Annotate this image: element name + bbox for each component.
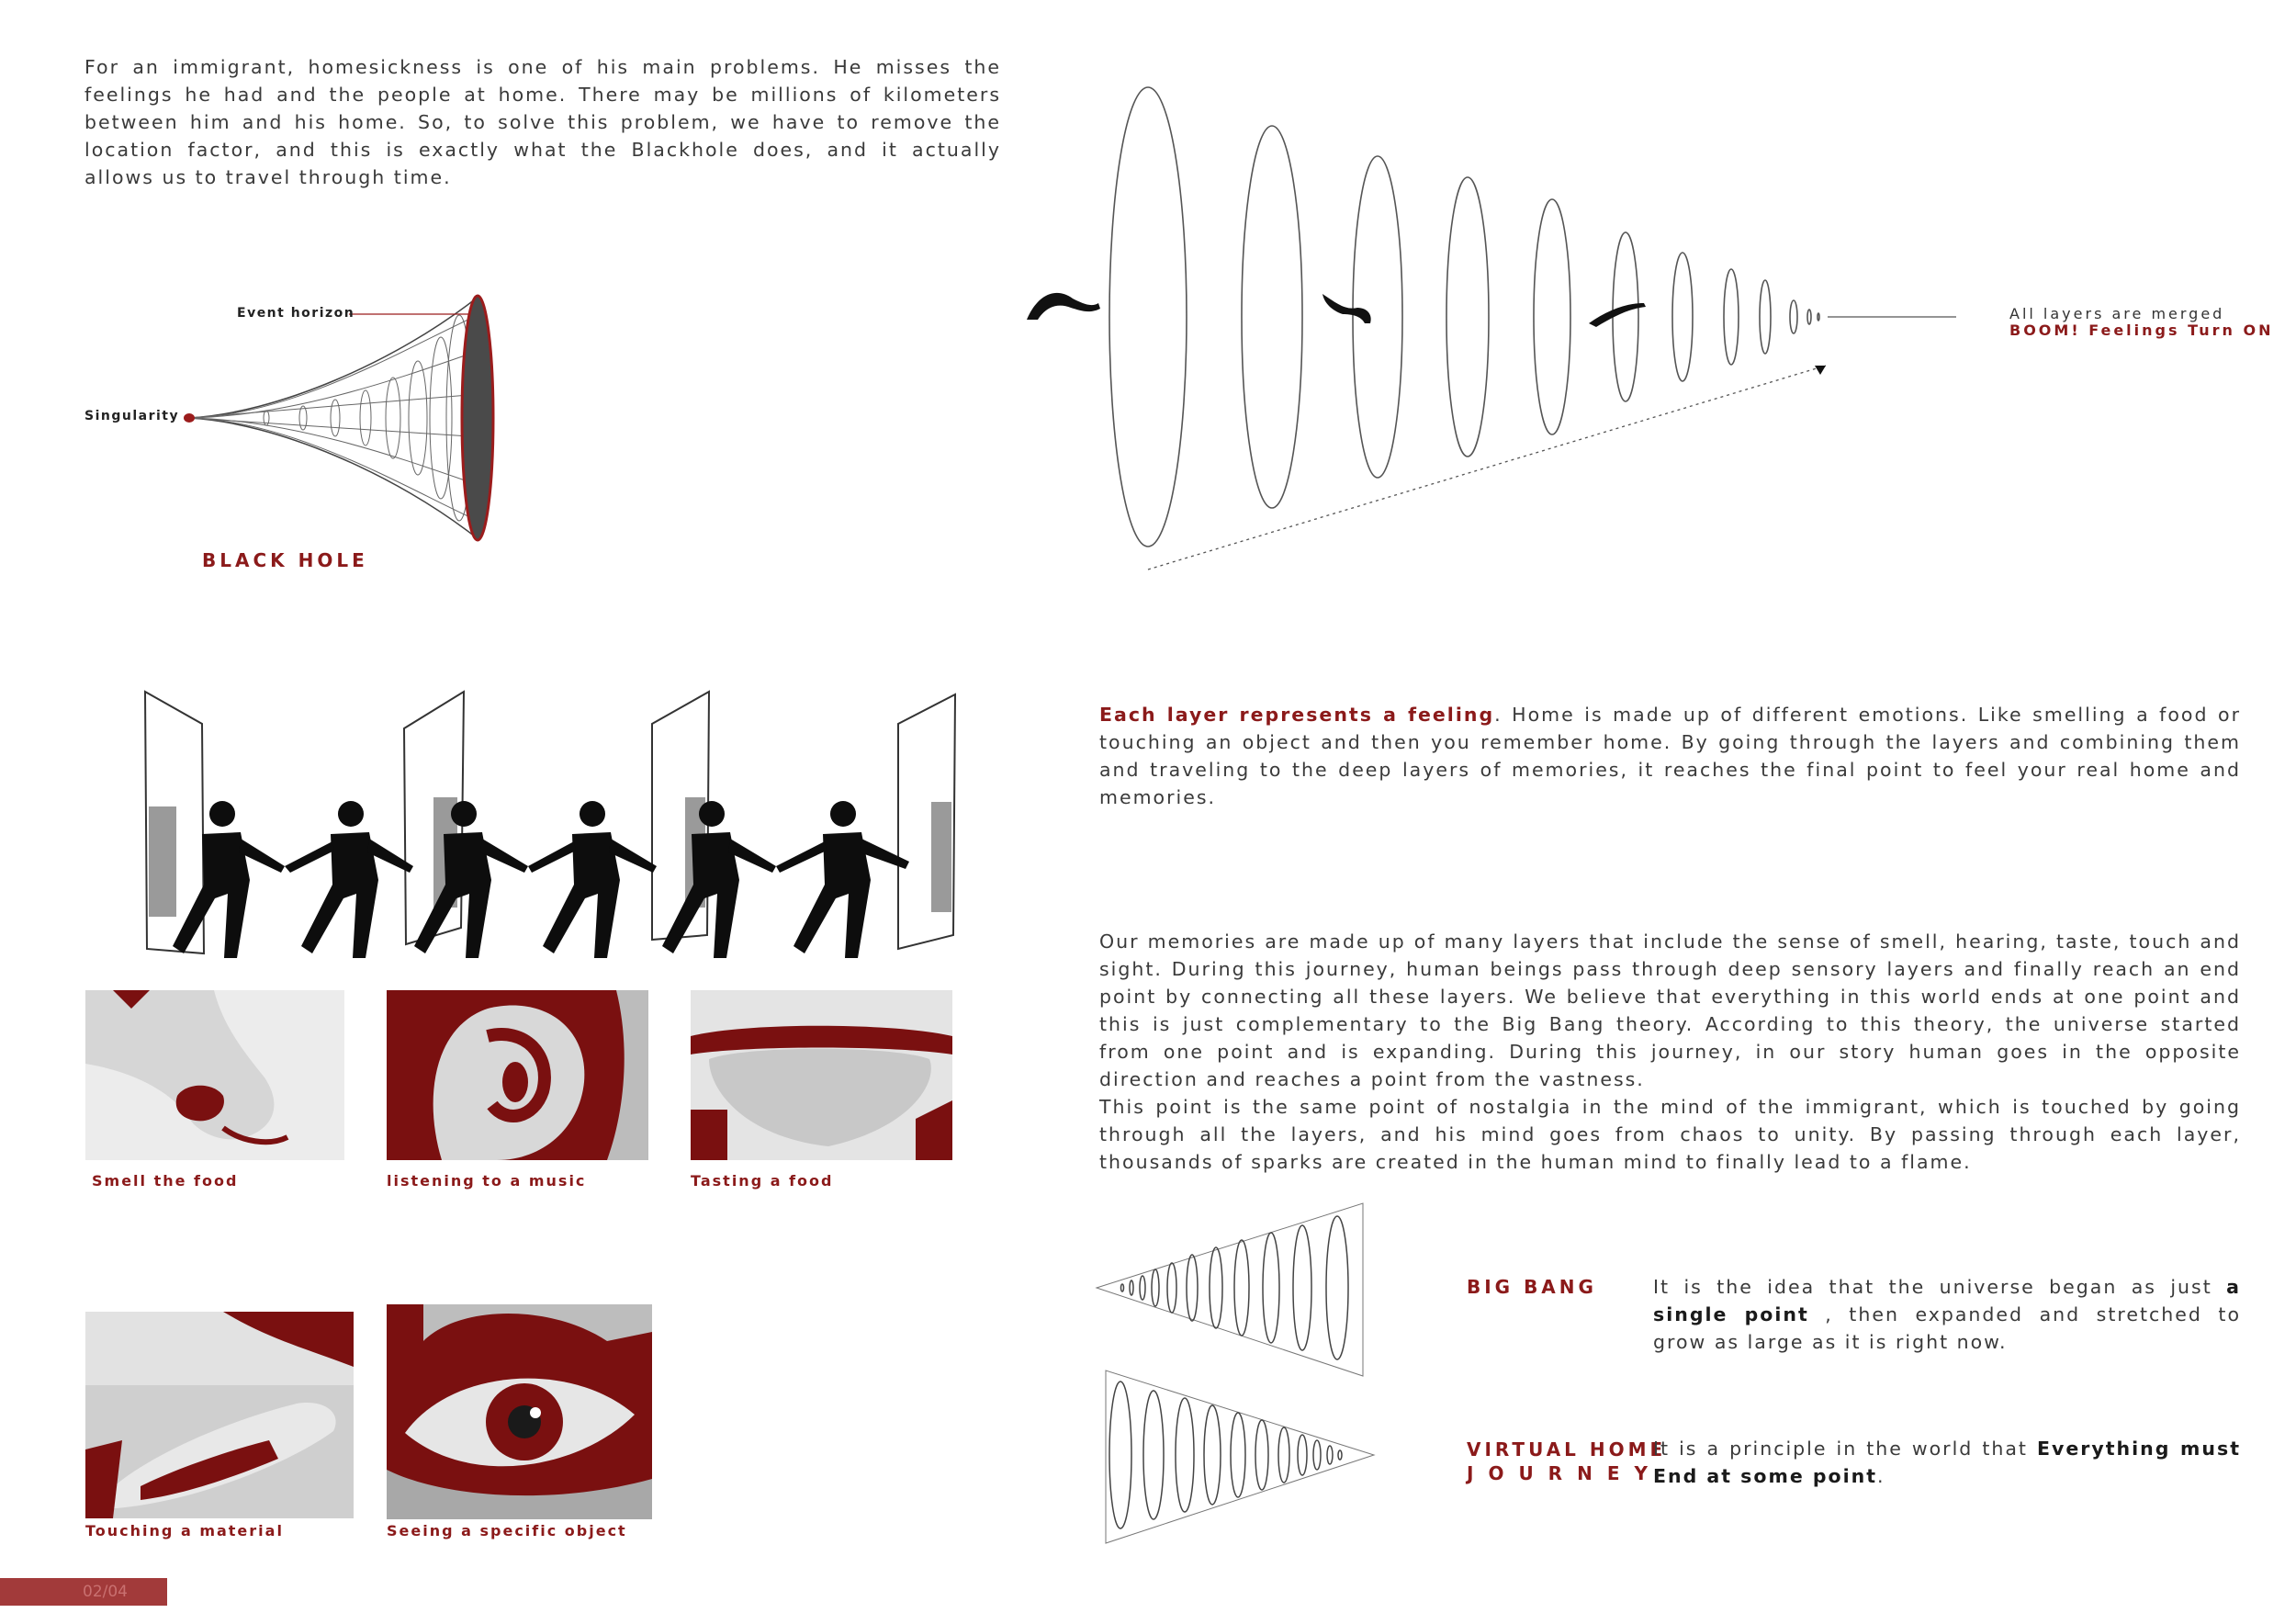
- caption-listening: listening to a music: [387, 1172, 587, 1190]
- person-figure-6: [776, 801, 909, 958]
- event-horizon-label: Event horizon: [237, 306, 355, 321]
- intro-paragraph: For an immigrant, homesickness is one of his main problems. He misses the feelings he had and the people at home. There may be millions of kilometers between him and his home. So, to solve this problem, we have to remove the location factor, and this is exactly what the Blackhole does, and it actually allows us to travel through time.: [84, 56, 1001, 188]
- virtual-text-b: Everything must End at some point: [1653, 1438, 2241, 1487]
- photo-eye: [387, 1304, 652, 1519]
- bigbang-text-c: , then expanded and stretched to grow as large as it is right now.: [1653, 1303, 2241, 1353]
- page-number: 02/04: [83, 1583, 128, 1601]
- memories-paragraph-1: Our memories are made up of many layers that include the sense of smell, hearing, taste, touch and sight. During this journey, human beings pass through deep sensory layers and finally reach an end point by connecting all these layers. We believe that everything in this world ends at one point and this is just complementary to the Big Bang theory. According to this theory, the universe started from one point and is expanding. During this journey, in our story human goes in the opposite direction and reaches a point from the vastness.: [1099, 930, 2241, 1090]
- photo-hand: [85, 1312, 354, 1518]
- photo-tongue: [691, 990, 952, 1160]
- virtual-journey-cone-diagram: [1098, 1359, 1392, 1552]
- virtual-text-c: .: [1877, 1465, 1885, 1487]
- person-figure-5: [662, 801, 776, 958]
- blackhole-diagram: [165, 276, 551, 570]
- diver-figure-2: [1322, 294, 1371, 323]
- bigbang-text-a: It is the idea that the universe began as just: [1653, 1276, 2227, 1298]
- caption-tasting: Tasting a food: [691, 1172, 834, 1190]
- diver-figure-3: [1589, 303, 1646, 327]
- feeling-paragraph: [1099, 701, 2241, 811]
- blackhole-title: BLACK HOLE: [202, 549, 368, 571]
- memories-paragraph-2: This point is the same point of nostalgia in the mind of the immigrant, which is touched by going through all the layers, and his mind goes from chaos to unity. By passing through each layer, thousands of sparks are created in the human mind to finally lead to a flame.: [1099, 1096, 2241, 1173]
- bigbang-cone-diagram: [1089, 1192, 1383, 1385]
- layers-merged-line1: All layers are merged: [2009, 305, 2225, 322]
- page-number-bar: [0, 1578, 167, 1606]
- virtual-journey-title: [1467, 1438, 1666, 1485]
- layers-tunnel-diagram: [1019, 73, 1956, 588]
- bigbang-text-b: a single point: [1653, 1276, 2241, 1325]
- caption-seeing: Seeing a specific object: [387, 1522, 627, 1539]
- human-chain-illustration: [138, 687, 964, 972]
- layers-merged-line2: BOOM! Feelings Turn ON: [2009, 321, 2274, 339]
- person-figure-3: [414, 801, 528, 958]
- virtual-text-a: It is a principle in the world that: [1653, 1438, 2037, 1460]
- layers-merged-label: [2009, 306, 2273, 339]
- bigbang-title: BIG BANG: [1467, 1276, 1597, 1298]
- person-figure-1: [173, 801, 285, 958]
- virtual-title-line1: VIRTUAL HOME: [1467, 1438, 1667, 1460]
- photo-ear: [387, 990, 648, 1160]
- memories-block: [1099, 928, 2241, 1176]
- caption-smell: Smell the food: [92, 1172, 239, 1190]
- feeling-text: . Home is made up of different emotions. Like smelling a food or touching an object and then you remember home. By going through the layers and combining them and traveling to the deep layers of memories, it reaches the final point to feel your real home and memories.: [1099, 704, 2241, 808]
- person-figure-4: [528, 801, 657, 958]
- photo-nose: [85, 990, 344, 1160]
- diver-figure-1: [1027, 293, 1100, 320]
- bigbang-description: [1653, 1273, 2241, 1356]
- virtual-journey-description: [1653, 1435, 2241, 1490]
- singularity-label: Singularity: [84, 409, 180, 423]
- virtual-title-line2: JOURNEY: [1467, 1462, 1662, 1484]
- caption-touching: Touching a material: [85, 1522, 284, 1539]
- feeling-lead: Each layer represents a feeling: [1099, 704, 1495, 726]
- person-figure-2: [285, 801, 413, 958]
